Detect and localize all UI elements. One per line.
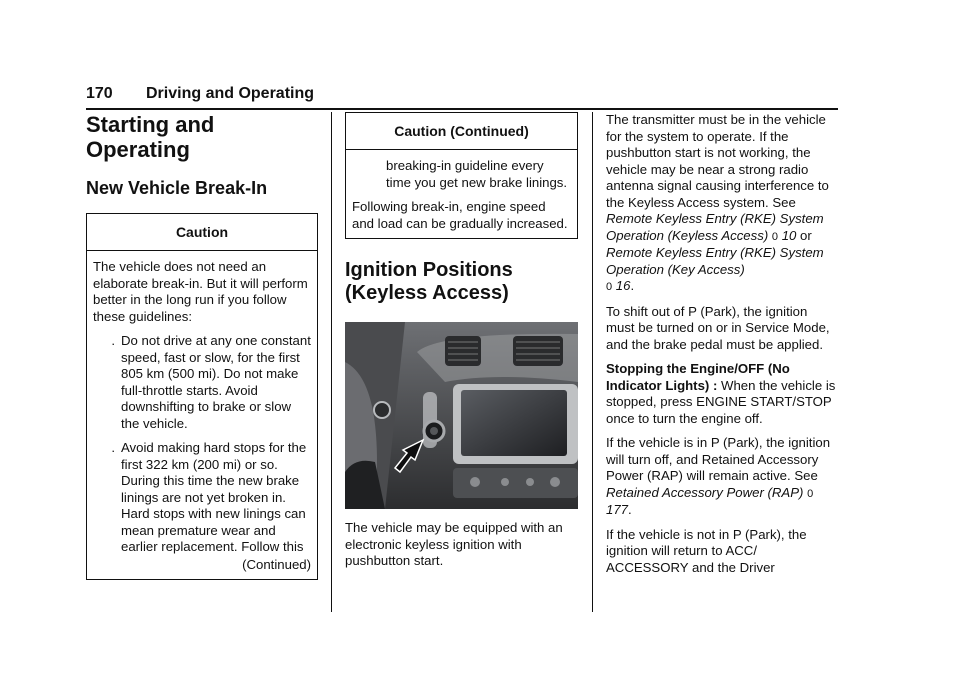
- keyless-text: The transmitter must be in the vehicle for the system to operate. If the pushbutton start is not working, the vehicle may be near a strong radio antenna signal causing interference to the Keyless Access system. See: [606, 112, 829, 210]
- not-park-paragraph: If the vehicle is not in P (Park), the ignition will return to ACC/ ACCESSORY and the Driver: [606, 526, 807, 575]
- column-3: [606, 112, 838, 576]
- column-divider-left: [331, 112, 332, 612]
- stopping-text: When the vehicle is stopped, press ENGINE START/STOP once to turn the engine off.: [606, 377, 836, 426]
- column-divider-right: [592, 112, 593, 612]
- caution-bullet: [93, 333, 311, 432]
- bullet-mark: .: [111, 440, 115, 455]
- ignition-heading-line-2: (Keyless Access): [345, 282, 509, 304]
- section-heading-break-in: New Vehicle Break-In: [86, 178, 268, 198]
- page-ref-icon: 0: [606, 281, 613, 293]
- break-in-followup: Following break-in, engine speed and load can be gradually increased.: [352, 199, 568, 231]
- stopping-heading: Stopping the Engine/OFF (No Indicator Lights) :: [606, 361, 790, 393]
- park-text: If the vehicle is in P (Park), the ignition will turn off, and Retained Accessory Power (RAP) will remain active. See: [606, 435, 831, 483]
- shift-paragraph: To shift out of P (Park), the ignition must be turned on or in Service Mode, and the brake pedal must be applied.: [606, 303, 830, 352]
- caution-title: Caution: [87, 214, 317, 251]
- dashboard-illustration: [345, 322, 578, 509]
- keyless-paragraph: [606, 112, 838, 296]
- ignition-caption: The vehicle may be equipped with an electronic keyless ignition with pushbutton start.: [345, 520, 563, 568]
- rap-link[interactable]: Retained Accessory Power (RAP): [606, 484, 804, 500]
- caution-intro: The vehicle does not need an elaborate break-in. But it will perform better in the long run if you follow these guidelines:: [93, 259, 308, 324]
- chapter-title: [86, 112, 318, 162]
- park-paragraph: [606, 435, 838, 519]
- page-ref-number[interactable]: 10: [781, 227, 797, 243]
- continued-bullet-text: breaking-in guideline every time you get new brake linings.: [386, 158, 568, 190]
- dashboard-photo: [345, 322, 578, 509]
- rke-key-link[interactable]: Remote Keyless Entry (RKE) System Operation (Key Access): [606, 245, 824, 277]
- column-2: [345, 112, 578, 570]
- page-ref-icon: 0: [807, 487, 814, 500]
- chapter-title-line-2: Operating: [86, 137, 190, 162]
- caution-continued-title: Caution (Continued): [346, 113, 577, 150]
- caution-bullet: [93, 440, 311, 556]
- stopping-paragraph: [606, 361, 838, 427]
- rke-keyless-link[interactable]: Remote Keyless Entry (RKE) System Operation (Keyless Access): [606, 211, 824, 243]
- sentence-end: .: [628, 502, 632, 517]
- caution-continued-body: [346, 150, 577, 238]
- section-title: Driving and Operating: [146, 85, 315, 102]
- continued-label: (Continued): [242, 556, 311, 572]
- page-header: [86, 84, 838, 110]
- page-ref-number[interactable]: 177: [606, 502, 629, 517]
- caution-continued-box: [345, 112, 578, 239]
- bullet-text: Do not drive at any one constant speed, fast or slow, for the first 805 km (500 mi). Do not make full-throttle starts. Avoid downshifting to brake or slow the vehicle.: [121, 333, 311, 431]
- connector-text: or: [796, 227, 812, 243]
- column-1: [86, 112, 318, 580]
- caution-box: [86, 213, 318, 580]
- chapter-title-line-1: Starting and: [86, 112, 215, 137]
- page-ref-icon: 0: [771, 230, 779, 243]
- bullet-mark: .: [111, 333, 115, 348]
- caution-body: [87, 251, 317, 579]
- ignition-heading: [345, 259, 578, 305]
- page-ref-number[interactable]: 16: [615, 278, 631, 293]
- bullet-text: Avoid making hard stops for the first 322 km (200 mi) or so. During this time the new brake linings are not yet broken in. Hard stops with new linings can mean premature wear and earlier replacement. Follow this: [121, 440, 307, 554]
- sentence-end: .: [630, 278, 635, 293]
- page-number: 170: [86, 85, 113, 102]
- ignition-heading-line-1: Ignition Positions: [345, 259, 513, 281]
